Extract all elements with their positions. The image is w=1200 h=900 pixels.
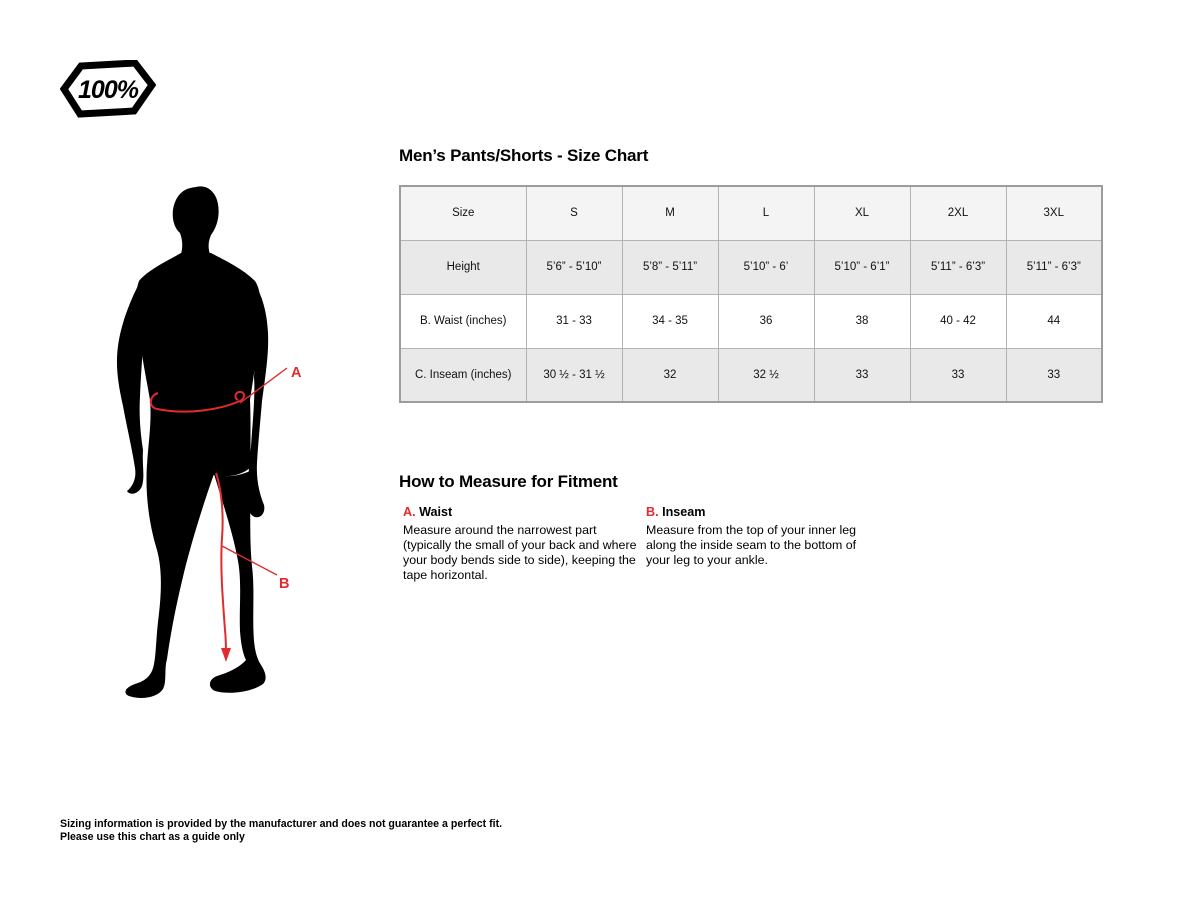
header-cell: L bbox=[718, 186, 814, 240]
male-silhouette bbox=[117, 186, 268, 698]
value-cell: 40 - 42 bbox=[910, 294, 1006, 348]
measure-item-inseam bbox=[646, 505, 862, 568]
table-header-row bbox=[400, 186, 1102, 240]
value-cell: 30 ½ - 31 ½ bbox=[526, 348, 622, 402]
row-label-cell: Height bbox=[400, 240, 526, 294]
header-cell: 3XL bbox=[1006, 186, 1102, 240]
size-chart-table bbox=[399, 185, 1103, 403]
row-label-cell: C. Inseam (inches) bbox=[400, 348, 526, 402]
header-cell: M bbox=[622, 186, 718, 240]
value-cell: 5’6” - 5’10” bbox=[526, 240, 622, 294]
table-row-inseam bbox=[400, 348, 1102, 402]
measure-letter: B. bbox=[646, 505, 659, 519]
disclaimer-line-2: Please use this chart as a guide only bbox=[60, 830, 245, 843]
value-cell: 33 bbox=[814, 348, 910, 402]
value-cell: 5’8” - 5’11” bbox=[622, 240, 718, 294]
brand-logo bbox=[60, 60, 156, 118]
logo-text: 100% bbox=[78, 76, 138, 104]
value-cell: 38 bbox=[814, 294, 910, 348]
value-cell: 33 bbox=[1006, 348, 1102, 402]
inseam-arrowhead-icon bbox=[221, 648, 231, 662]
value-cell: 32 ½ bbox=[718, 348, 814, 402]
measure-item-heading bbox=[403, 505, 637, 519]
measure-item-heading bbox=[646, 505, 862, 519]
disclaimer bbox=[60, 818, 502, 843]
table-row-height bbox=[400, 240, 1102, 294]
header-cell: 2XL bbox=[910, 186, 1006, 240]
waist-annotation-label: A bbox=[291, 365, 302, 381]
value-cell: 31 - 33 bbox=[526, 294, 622, 348]
value-cell: 34 - 35 bbox=[622, 294, 718, 348]
value-cell: 5’10” - 6’1” bbox=[814, 240, 910, 294]
value-cell: 44 bbox=[1006, 294, 1102, 348]
inseam-annotation-label: B bbox=[279, 576, 290, 592]
value-cell: 5’11” - 6’3” bbox=[1006, 240, 1102, 294]
measure-description: Measure from the top of your inner leg along the inside seam to the bottom of your leg to your ankle. bbox=[646, 523, 857, 567]
value-cell: 5’11” - 6’3” bbox=[910, 240, 1006, 294]
size-chart-title: Men’s Pants/Shorts - Size Chart bbox=[399, 146, 649, 165]
row-label-cell: B. Waist (inches) bbox=[400, 294, 526, 348]
header-cell: Size bbox=[400, 186, 526, 240]
header-cell: S bbox=[526, 186, 622, 240]
measure-name: Inseam bbox=[662, 505, 706, 519]
header-cell: XL bbox=[814, 186, 910, 240]
measure-letter: A. bbox=[403, 505, 416, 519]
value-cell: 36 bbox=[718, 294, 814, 348]
measure-name: Waist bbox=[419, 505, 453, 519]
measure-section-title: How to Measure for Fitment bbox=[399, 472, 618, 491]
measure-description: Measure around the narrowest part (typically the small of your back and where your body bends side to side), keeping the tape horizontal. bbox=[403, 523, 637, 582]
value-cell: 5’10” - 6’ bbox=[718, 240, 814, 294]
table-row-waist bbox=[400, 294, 1102, 348]
measure-item-waist bbox=[403, 505, 637, 583]
disclaimer-line-1: Sizing information is provided by the manufacturer and does not guarantee a perfect fit. bbox=[60, 818, 503, 830]
value-cell: 32 bbox=[622, 348, 718, 402]
value-cell: 33 bbox=[910, 348, 1006, 402]
male-silhouette-figure bbox=[112, 182, 312, 707]
